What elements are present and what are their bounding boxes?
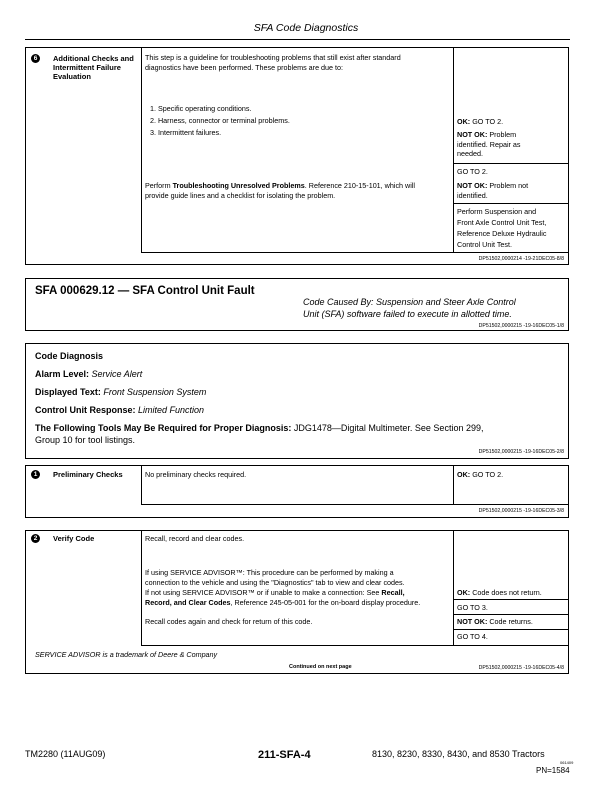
row-divider xyxy=(141,504,569,505)
result-line: Control Unit Test. xyxy=(457,240,512,249)
row-divider xyxy=(141,252,569,253)
document-reference: DP51502,0000215 -19-16DEC05-3/8 xyxy=(478,508,564,514)
goto-text: GO TO 2. xyxy=(457,167,488,176)
footer-pn: PN=1584 xyxy=(536,766,570,775)
footer-page-number: 211-SFA-4 xyxy=(258,749,311,761)
ok-result xyxy=(457,588,542,598)
column-divider xyxy=(453,48,454,252)
fault-box xyxy=(25,278,569,331)
document-reference: DP51502,0000215 -19-16DEC05-2/8 xyxy=(478,449,564,455)
intro-line: This step is a guideline for troubleshooting problems that still exist after standard xyxy=(145,53,401,62)
row-divider xyxy=(453,599,569,600)
displayed-value: Front Suspension System xyxy=(103,387,207,397)
row-divider xyxy=(453,203,569,204)
notok-label: NOT OK: xyxy=(457,181,488,190)
perform-post: . Reference 210-15-101, which will xyxy=(304,181,416,190)
step1-title: Preliminary Checks xyxy=(53,470,123,479)
step2-title: Verify Code xyxy=(53,534,95,543)
notok-text: Problem xyxy=(489,130,517,139)
step-number-badge: 2 xyxy=(31,534,40,543)
ok-text: GO TO 2. xyxy=(472,470,504,479)
cause-line: Code Caused By: Suspension and Steer Axle Control xyxy=(303,297,516,307)
tools-line: Group 10 for tool listings. xyxy=(35,435,136,445)
list-item: 2. Harness, connector or terminal problems. xyxy=(150,116,290,125)
perform-line: provide guide lines and a checklist for isolating the problem. xyxy=(145,190,336,200)
column-divider xyxy=(141,466,142,504)
response-label: Control Unit Response: xyxy=(35,405,136,415)
manual-post: , Reference 245-05-001 for the on-board display procedure. xyxy=(230,597,421,607)
procedure-link: Recall, xyxy=(381,588,405,597)
manual-instructions xyxy=(145,588,455,607)
document-reference: DP51502,0000214 -19-21DEC05-8/8 xyxy=(478,256,564,262)
notok-label: NOT OK: xyxy=(457,617,488,626)
advisor-line: If using SERVICE ADVISOR™: This procedure can be performed by making a xyxy=(145,568,394,577)
manual-pre: If not using SERVICE ADVISOR™ or if unable to make a connection: See xyxy=(145,588,382,597)
procedure-link: Troubleshooting Unresolved Problems xyxy=(172,181,305,190)
notok-label: NOT OK: xyxy=(457,130,488,139)
alarm-label: Alarm Level: xyxy=(35,369,90,379)
footer-date-code: 061409 xyxy=(560,760,574,765)
result-line: Perform Suspension and xyxy=(457,207,537,216)
result-line: Reference Deluxe Hydraulic xyxy=(457,229,547,238)
ok-label: OK: xyxy=(457,470,471,479)
perform-instruction xyxy=(145,181,450,200)
column-divider xyxy=(141,531,142,645)
row-divider xyxy=(453,163,569,164)
intro-line: diagnostics have been performed. These problems are due to: xyxy=(145,62,344,72)
continued-note: Continued on next page xyxy=(289,664,352,670)
step1-text: No preliminary checks required. xyxy=(145,470,247,479)
row-divider xyxy=(141,645,569,646)
document-reference: DP51502,0000215 -19-16DEC05-4/8 xyxy=(478,665,564,671)
row-divider xyxy=(453,629,569,630)
diagnosis-heading: Code Diagnosis xyxy=(35,351,104,361)
displayed-text xyxy=(35,386,206,398)
trademark-note: SERVICE ADVISOR is a trademark of Deere & Company xyxy=(35,650,218,659)
required-tools xyxy=(35,422,560,446)
notok-line: identified. Repair as xyxy=(457,139,521,149)
step6-title-line: Intermittent Failure xyxy=(53,63,121,72)
fault-title: SFA 000629.12 — SFA Control Unit Fault xyxy=(35,285,255,297)
ok-text: GO TO 2. xyxy=(472,117,504,126)
perform-test xyxy=(457,207,547,251)
procedure-link: Record, and Clear Codes xyxy=(145,597,231,607)
goto-text: GO TO 4. xyxy=(457,632,488,641)
list-item: 3. Intermittent failures. xyxy=(150,128,222,137)
step2-box xyxy=(25,530,569,674)
notok-result xyxy=(457,130,567,159)
result-line: Front Axle Control Unit Test, xyxy=(457,218,547,227)
notok-line: needed. xyxy=(457,149,483,159)
footer-model-list: 8130, 8230, 8330, 8430, and 8530 Tractors xyxy=(372,749,545,759)
footer-manual-id: TM2280 (11AUG09) xyxy=(25,749,106,759)
step-number-badge: 1 xyxy=(31,470,40,479)
column-divider xyxy=(141,48,142,252)
step6-title-line: Evaluation xyxy=(53,72,91,81)
alarm-level xyxy=(35,368,142,380)
ok-text: Code does not return. xyxy=(472,588,542,597)
ok-result xyxy=(457,470,503,480)
response-value: Limited Function xyxy=(138,405,205,415)
cause-line: Unit (SFA) software failed to execute in allotted time. xyxy=(303,308,512,319)
recall-instruction: Recall codes again and check for return of this code. xyxy=(145,617,313,626)
ok-label: OK: xyxy=(457,588,471,597)
notok-text: Code returns. xyxy=(489,617,533,626)
displayed-label: Displayed Text: xyxy=(35,387,101,397)
step1-box xyxy=(25,465,569,518)
tools-value: JDG1478—Digital Multimeter. See Section 299, xyxy=(293,423,484,433)
cause-list xyxy=(150,104,290,140)
advisor-instructions xyxy=(145,568,450,587)
tools-label: The Following Tools May Be Required for Proper Diagnosis: xyxy=(35,423,292,433)
page-header-title: SFA Code Diagnostics xyxy=(253,22,359,34)
notok-result xyxy=(457,181,528,200)
step-number-badge: 6 xyxy=(31,54,40,63)
code-cause xyxy=(303,297,516,320)
document-reference: DP51502,0000215 -19-16DEC05-1/8 xyxy=(478,323,564,329)
step6-title-line: Additional Checks and xyxy=(53,54,134,63)
step2-text: Recall, record and clear codes. xyxy=(145,534,245,543)
code-diagnosis-box xyxy=(25,343,569,459)
goto-text: GO TO 3. xyxy=(457,603,488,612)
column-divider xyxy=(453,466,454,504)
control-unit-response xyxy=(35,404,204,416)
advisor-line: connection to the vehicle and using the "Diagnostics" tab to view and clear codes. xyxy=(145,577,405,587)
step6-box xyxy=(25,47,569,265)
notok-text: Problem not xyxy=(489,181,529,190)
header-rule xyxy=(25,39,570,40)
step6-intro xyxy=(145,53,450,72)
row-divider xyxy=(453,614,569,615)
ok-result xyxy=(457,117,503,127)
list-item: 1. Specific operating conditions. xyxy=(150,104,252,113)
notok-line: identified. xyxy=(457,190,488,200)
notok-result xyxy=(457,617,533,627)
perform-pre: Perform xyxy=(145,181,173,190)
step6-title xyxy=(53,54,134,81)
ok-label: OK: xyxy=(457,117,471,126)
alarm-value: Service Alert xyxy=(91,369,143,379)
